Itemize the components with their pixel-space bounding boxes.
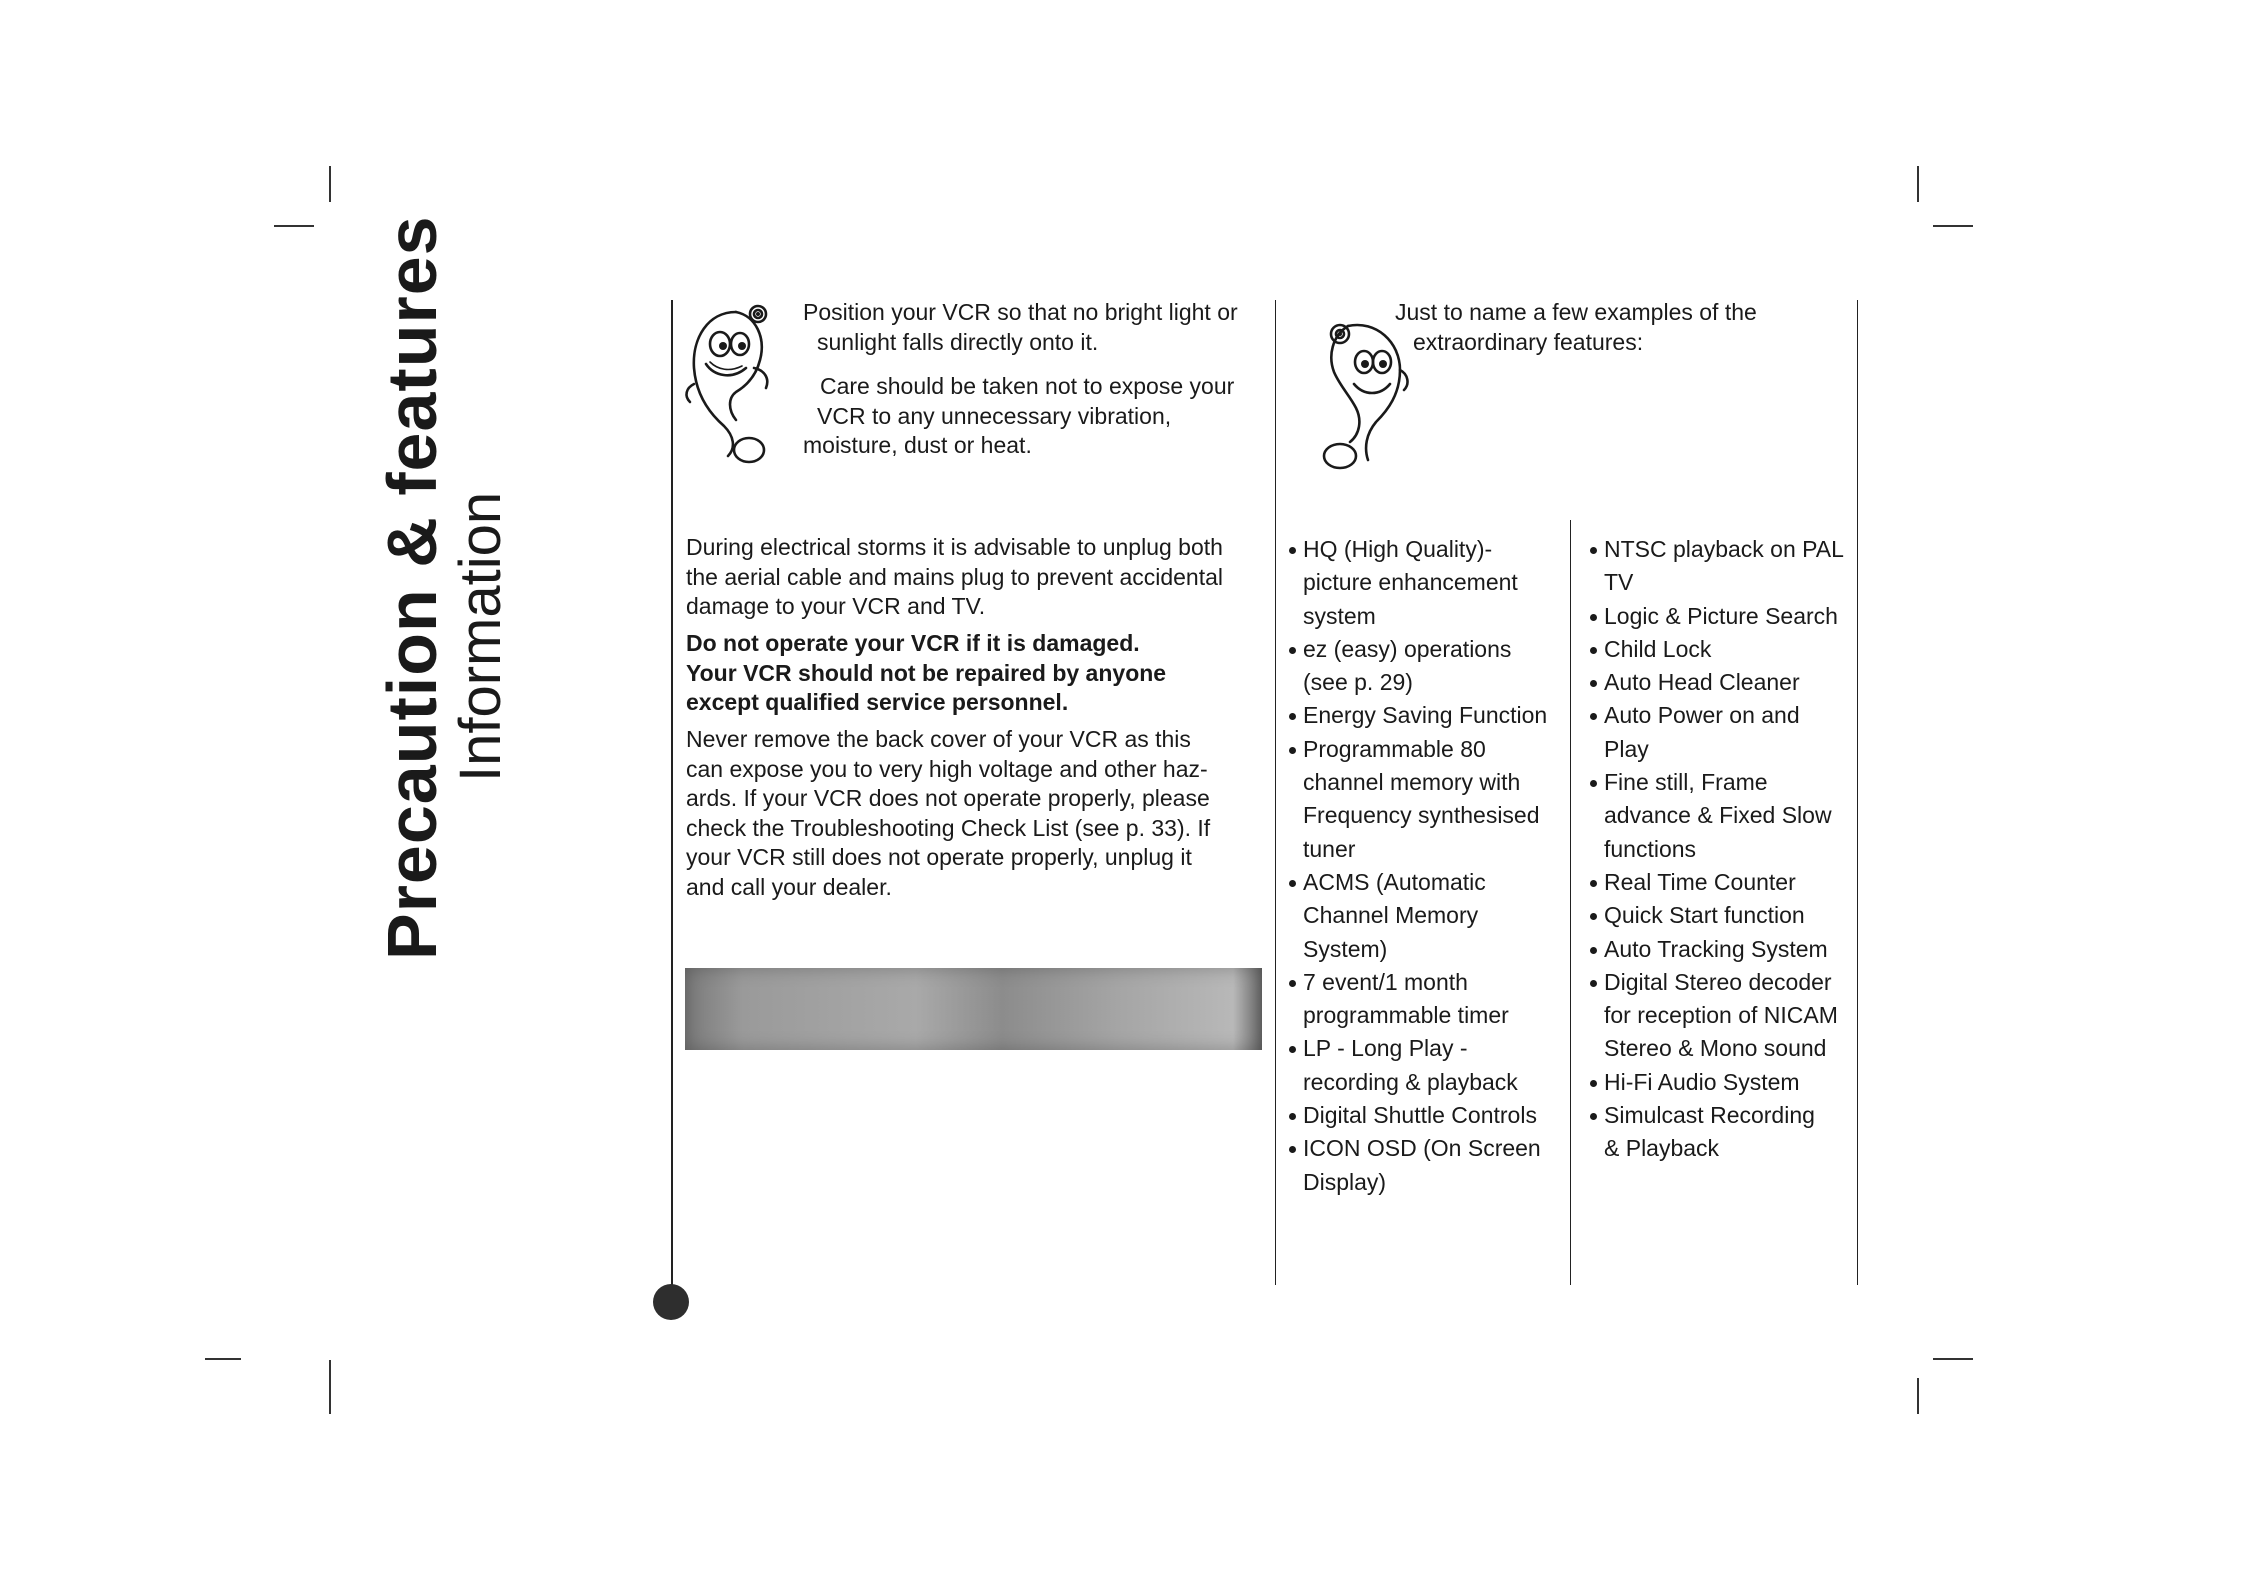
feature-item-continuation: Play xyxy=(1604,735,1649,762)
crop-mark xyxy=(1917,1378,1919,1414)
feature-item-continuation: programmable timer xyxy=(1303,1002,1509,1029)
feature-item-continuation: channel memory with xyxy=(1303,769,1521,796)
warning-line: Do not operate your VCR if it is damaged. xyxy=(686,630,1140,656)
damage-warning xyxy=(686,629,1266,718)
feature-item-continuation: Frequency synthesised xyxy=(1303,802,1540,829)
care-line: moisture, dust or heat. xyxy=(803,432,1032,458)
crop-mark xyxy=(1933,1358,1973,1360)
feature-item: Logic & Picture Search xyxy=(1590,600,1865,633)
feature-item: NTSC playback on PAL xyxy=(1590,533,1865,566)
warning-line: Your VCR should not be repaired by anyone xyxy=(686,659,1167,686)
feature-item-continuation: for reception of NICAM xyxy=(1604,1002,1838,1029)
placement-line: Position your VCR so that no bright light or xyxy=(803,299,1238,325)
features-intro xyxy=(1395,298,1855,357)
feature-item: Child Lock xyxy=(1590,633,1865,666)
crop-mark xyxy=(329,166,331,202)
cover-line: Never remove the back cover of your VCR as this xyxy=(686,726,1191,752)
feature-item: Auto Tracking System xyxy=(1590,933,1865,966)
feature-item: Real Time Counter xyxy=(1590,866,1865,899)
storm-line: damage to your VCR and TV. xyxy=(686,593,986,619)
feature-item: Energy Saving Function xyxy=(1289,699,1569,732)
feature-item: ez (easy) operations xyxy=(1289,633,1569,666)
cover-line: check the Troubleshooting Check List (see p. 33). If xyxy=(686,814,1211,841)
feature-item: Auto Power on and xyxy=(1590,699,1865,732)
feature-item-continuation: Stereo & Mono sound xyxy=(1604,1035,1827,1062)
feature-item-continuation: TV xyxy=(1604,569,1634,596)
column-rule-middle xyxy=(1275,300,1276,1285)
feature-item: Fine still, Frame xyxy=(1590,766,1865,799)
cover-line: and call your dealer. xyxy=(686,873,892,900)
page-title: Precaution & features xyxy=(373,215,451,960)
features-intro-line: Just to name a few examples of the xyxy=(1395,299,1757,325)
features-list-left xyxy=(1289,533,1569,1199)
feature-item: HQ (High Quality)- xyxy=(1289,533,1569,566)
crop-mark xyxy=(329,1360,331,1414)
back-cover-paragraph xyxy=(686,725,1266,902)
features-intro-line: extraordinary features: xyxy=(1413,328,1644,355)
cover-line: can expose you to very high voltage and other haz- xyxy=(686,755,1208,782)
column-rule-features xyxy=(1570,520,1571,1285)
warning-line: except qualified service personnel. xyxy=(686,689,1069,715)
crop-mark xyxy=(1917,166,1919,202)
feature-item-continuation: recording & playback xyxy=(1303,1068,1518,1095)
cartoon-mascot-icon xyxy=(680,298,780,466)
feature-item: Digital Stereo decoder xyxy=(1590,966,1865,999)
feature-item: Quick Start function xyxy=(1590,899,1865,932)
page-title-block xyxy=(372,215,514,960)
feature-item-continuation: functions xyxy=(1604,835,1697,862)
grey-band xyxy=(685,968,1262,1050)
feature-item: ACMS (Automatic xyxy=(1289,866,1569,899)
feature-item-continuation: advance & Fixed Slow xyxy=(1604,802,1832,829)
feature-item: 7 event/1 month xyxy=(1289,966,1569,999)
cover-line: your VCR still does not operate properly, unplug it xyxy=(686,844,1192,870)
feature-item-continuation: & Playback xyxy=(1604,1135,1720,1162)
care-line: Care should be taken not to expose your xyxy=(820,373,1235,399)
column-rule-left xyxy=(671,300,673,1295)
care-line: VCR to any unnecessary vibration, xyxy=(817,402,1172,429)
storm-line: During electrical storms it is advisable to unplug both xyxy=(686,534,1223,560)
feature-item: Hi-Fi Audio System xyxy=(1590,1066,1865,1099)
feature-item: LP - Long Play - xyxy=(1289,1032,1569,1065)
feature-item: Auto Head Cleaner xyxy=(1590,666,1865,699)
feature-item: Simulcast Recording xyxy=(1590,1099,1865,1132)
feature-item-continuation: system xyxy=(1303,602,1376,629)
storm-paragraph xyxy=(686,533,1266,622)
crop-mark xyxy=(205,1358,241,1360)
feature-item-continuation: tuner xyxy=(1303,835,1356,862)
placement-note xyxy=(803,298,1273,461)
feature-item-continuation: Display) xyxy=(1303,1168,1387,1195)
feature-item: Digital Shuttle Controls xyxy=(1289,1099,1569,1132)
storm-line: the aerial cable and mains plug to prevent accidental xyxy=(686,563,1224,590)
feature-item-continuation: Channel Memory xyxy=(1303,902,1479,929)
feature-item-continuation: System) xyxy=(1303,935,1388,962)
features-list-right xyxy=(1590,533,1865,1166)
placement-line: sunlight falls directly onto it. xyxy=(817,328,1099,355)
page-marker-dot xyxy=(653,1284,689,1320)
feature-item: Programmable 80 xyxy=(1289,733,1569,766)
crop-mark xyxy=(274,225,314,227)
feature-item-continuation: (see p. 29) xyxy=(1303,669,1413,696)
page-subtitle: Information xyxy=(448,491,513,782)
feature-item: ICON OSD (On Screen xyxy=(1289,1132,1569,1165)
feature-item-continuation: picture enhancement xyxy=(1303,569,1518,596)
crop-mark xyxy=(1933,225,1973,227)
cover-line: ards. If your VCR does not operate properly, please xyxy=(686,785,1210,811)
